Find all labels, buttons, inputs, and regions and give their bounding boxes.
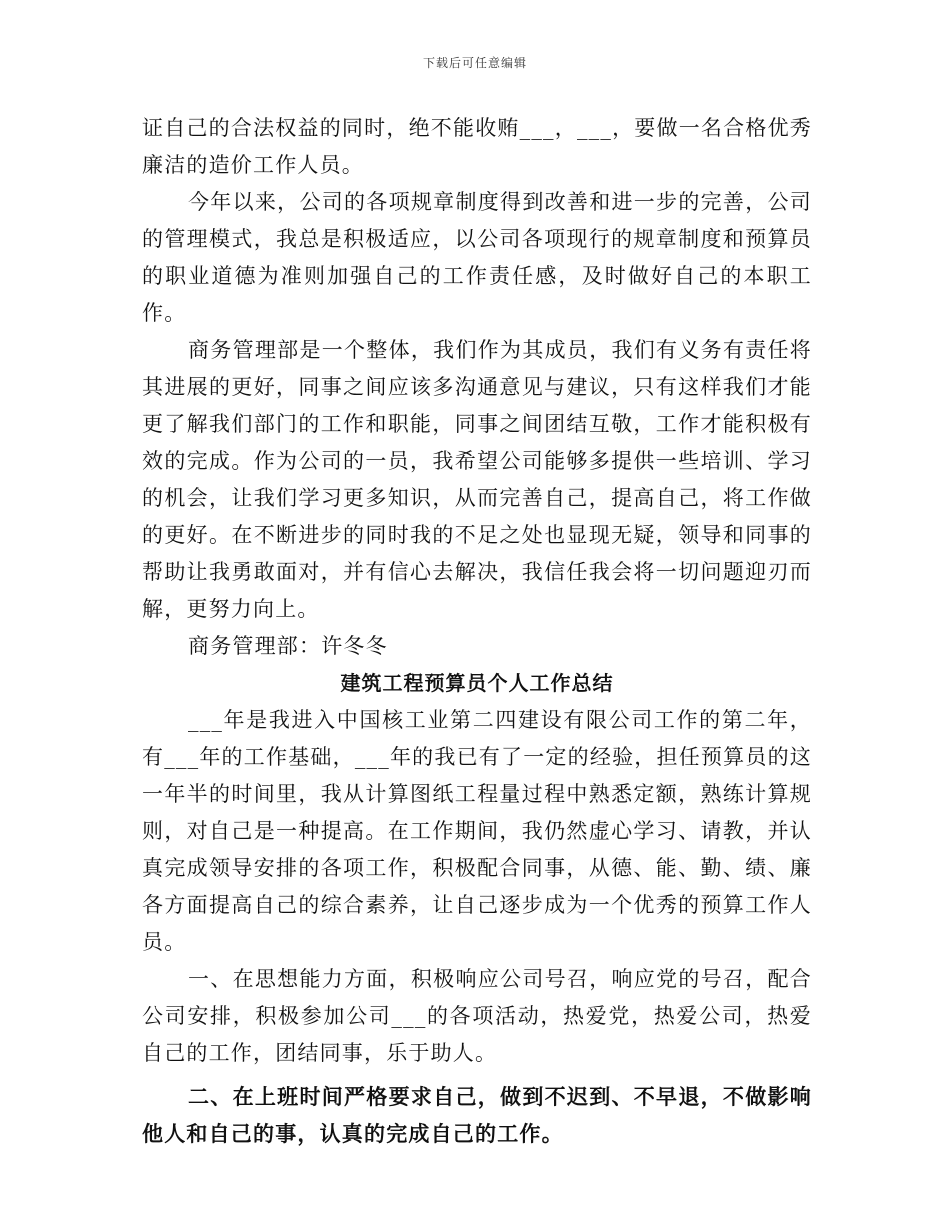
paragraph-company-rules: 今年以来，公司的各项规章制度得到改善和进一步的完善，公司的管理模式，我总是积极适应，以公司各项现行的规章制度和预算员的职业道德为准则加强自己的工作责任感，及时做好自己的本职工作。 <box>142 190 812 325</box>
signature-line: 商务管理部：许冬冬 <box>188 634 388 658</box>
paragraph-continuation: 证自己的合法权益的同时，绝不能收贿___，___，要做一名合格优秀廉洁的造价工作人员。 <box>142 116 812 177</box>
paragraph-intro: ___年是我进入中国核工业第二四建设有限公司工作的第二年，有___年的工作基础，___年的我已有了一定的经验，担任预算员的这一年半的时间里，我从计算图纸工程量过程中熟悉定额，熟练计算规则，对自己是一种提高。在工作期间，我仍然虚心学习、请教，并认真完成领导安排的各项工作，积极配合同事，从德、能、勤、绩、廉各方面提高自己的综合素养，让自己逐步成为一个优秀的预算工作人员。 <box>142 708 812 954</box>
document-body <box>142 110 812 1152</box>
section-title: 建筑工程预算员个人工作总结 <box>340 671 614 695</box>
header-note: 下载后可任意编辑 <box>422 56 527 70</box>
paragraph-department: 商务管理部是一个整体，我们作为其成员，我们有义务有责任将其进展的更好，同事之间应该多沟通意见与建议，只有这样我们才能更了解我们部门的工作和职能，同事之间团结互敬，工作才能积极有效的完成。作为公司的一员，我希望公司能够多提供一些培训、学习的机会，让我们学习更多知识，从而完善自己，提高自己，将工作做的更好。在不断进步的同时我的不足之处也显现无疑，领导和同事的帮助让我勇敢面对，并有信心去解决，我信任我会将一切问题迎刃而解，更努力向上。 <box>142 338 812 621</box>
paragraph-point-two: 二、在上班时间严格要求自己，做到不迟到、不早退，不做影响他人和自己的事，认真的完成自己的工作。 <box>142 1084 812 1146</box>
paragraph-point-one: 一、在思想能力方面，积极响应公司号召，响应党的号召，配合公司安排，积极参加公司___的各项活动，热爱党，热爱公司，热爱自己的工作，团结同事，乐于助人。 <box>142 967 812 1065</box>
